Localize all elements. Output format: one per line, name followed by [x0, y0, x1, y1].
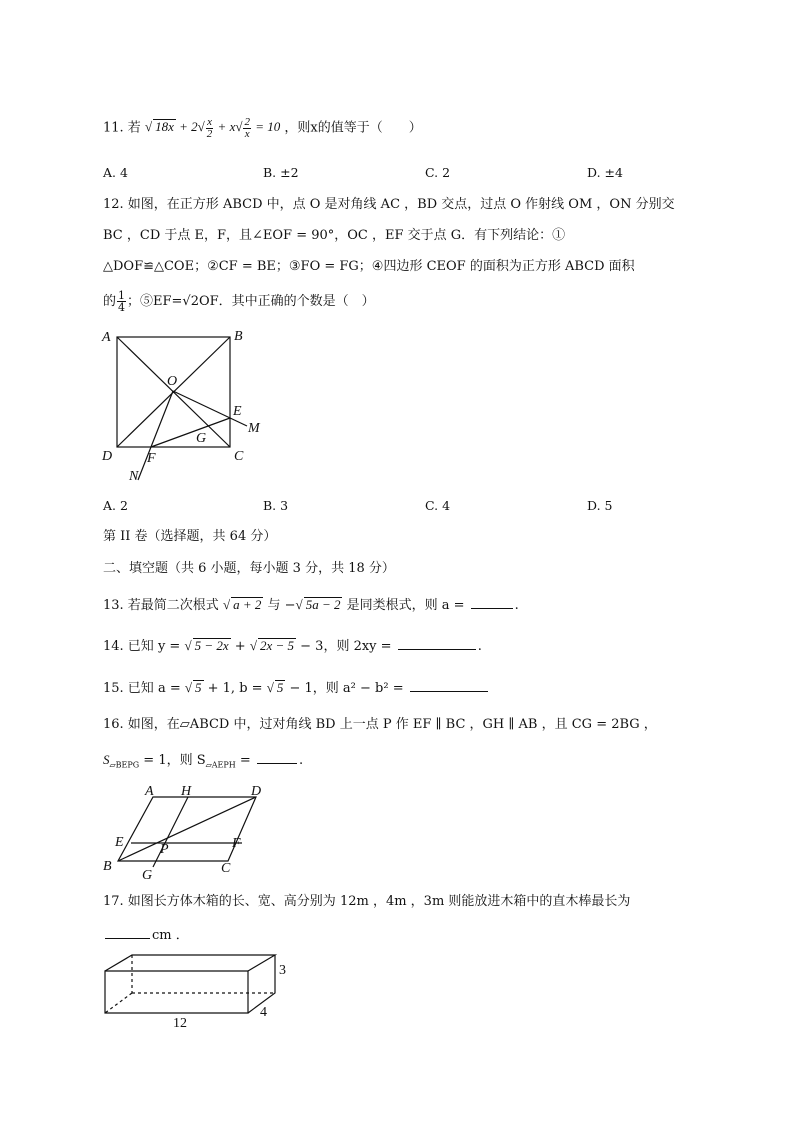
q14-tail: − 3，则 2xy = — [300, 639, 392, 654]
hidden-edge-depth — [105, 993, 132, 1013]
q13-radicand-1: a + 2 — [233, 597, 262, 612]
label-height: 3 — [279, 963, 286, 978]
q12-frac-num: 1 — [118, 289, 126, 302]
label-d: D — [251, 784, 262, 799]
box-top-face — [105, 955, 275, 971]
q15-radicand-1: 5 — [195, 680, 202, 695]
q12-line4-post: ；⑤EF=√2OF．其中正确的个数是（ ） — [127, 294, 375, 309]
q14-answer-blank — [398, 637, 476, 650]
label-b: B — [103, 859, 112, 874]
q13-stem: 13. 若最简二次根式 √ a + 2 与 −√ 5a − 2 是同类根式，则 a = . — [103, 597, 519, 613]
q17-unit: cm ． — [152, 928, 189, 943]
q11-suffix: ，则x的值等于（ ） — [284, 120, 422, 136]
segment-gh — [153, 797, 188, 867]
q16-answer-blank — [257, 751, 297, 764]
q13-suffix: 是同类根式，则 a = — [346, 598, 465, 613]
q14-radicand-1: 5 − 2x — [194, 638, 229, 653]
box-front-face — [105, 971, 248, 1013]
q12-line1: 12. 如图，在正方形 ABCD 中，点 O 是对角线 AC ，BD 交点，过点 O 作射线 OM ，ON 分别交 — [103, 197, 675, 212]
q14-plus: + — [234, 639, 246, 654]
q11-stem — [103, 117, 422, 140]
q16-line1: 16. 如图，在▱ABCD 中，过对角线 BD 上一点 P 作 EF ∥ BC ，GH ∥ AB ，且 CG = 2BG ， — [103, 717, 657, 732]
q15-mid: + 1, b = — [207, 681, 263, 696]
label-h: H — [181, 784, 192, 799]
q13-answer-blank — [471, 596, 513, 609]
q15-prefix: 15. 已知 a = — [103, 681, 181, 696]
label-o: O — [167, 374, 178, 389]
label-c: C — [234, 449, 244, 464]
segment-ef — [151, 418, 230, 447]
label-m: M — [248, 421, 260, 436]
q11-option-b: B. ±2 — [263, 165, 299, 180]
label-a: A — [145, 784, 154, 799]
label-c: C — [221, 861, 231, 876]
q14-radicand-2: 2x − 5 — [259, 638, 295, 653]
q13-end: . — [514, 598, 519, 613]
q11-option-c: C. 2 — [425, 165, 451, 180]
q14-stem: 14. 已知 y = √ 5 − 2x + √ 2x − 5 − 3，则 2xy = . — [103, 638, 482, 654]
q17-box-figure — [95, 950, 310, 1035]
q12-frac-den: 4 — [118, 301, 126, 314]
q12-square-figure — [95, 322, 275, 487]
q11-option-a: A. 4 — [103, 165, 128, 180]
q15-answer-blank — [410, 679, 488, 692]
q16-eq: = — [235, 753, 251, 768]
label-f: F — [147, 451, 156, 466]
q16-parallelogram-figure — [98, 782, 278, 882]
q17-answer-blank — [105, 926, 150, 939]
q17-line2 — [103, 926, 189, 945]
label-length: 12 — [173, 1016, 187, 1031]
q15-tail: − 1，则 a² − b² = — [289, 681, 404, 696]
q12-line2: BC ，CD 于点 E，F，且∠EOF = 90°，OC ，EF 交于点 G．有下列结论：① — [103, 228, 566, 243]
section-2-title: 第 II 卷（选择题，共 64 分） — [103, 529, 277, 544]
label-f: F — [232, 836, 241, 851]
label-a: A — [102, 330, 111, 345]
label-d: D — [102, 449, 113, 464]
q12-fraction — [117, 290, 126, 313]
label-g: G — [196, 431, 207, 446]
label-e: E — [233, 404, 242, 419]
q14-end: . — [477, 639, 482, 654]
q11-option-d: D. ±4 — [587, 165, 623, 180]
q16-s1: S — [103, 752, 110, 767]
q12-option-a: A. 2 — [103, 498, 128, 513]
q11-prefix: 11. 若 — [103, 120, 141, 136]
q16-line2 — [103, 751, 303, 775]
q16-s2-sub: ▱AEPH — [205, 760, 236, 770]
q16-s1-sub: ▱BEPG — [109, 760, 140, 770]
ray-on — [138, 391, 173, 480]
q13-mid: 与 − — [267, 598, 296, 613]
q11-equation: √ 18x + 2√ $\frac{x}{2}$ + x√ $\frac{2}{x}$ = 10 — [144, 116, 281, 140]
label-p: P — [160, 842, 169, 857]
diagonal-bd — [118, 797, 256, 861]
label-e: E — [115, 835, 124, 850]
q12-option-b: B. 3 — [263, 498, 289, 513]
q16-mid: = 1，则 S — [139, 753, 206, 768]
q12-line4-pre: 的 — [103, 294, 117, 309]
q13-radicand-2: 5a − 2 — [305, 597, 341, 612]
q17-line1: 17. 如图长方体木箱的长、宽、高分别为 12m ，4m ，3m 则能放进木箱中的直木棒最长为 — [103, 894, 631, 909]
label-g: G — [142, 868, 153, 882]
label-width: 4 — [260, 1005, 267, 1020]
q15-radicand-2: 5 — [276, 680, 284, 695]
q12-line3: △DOF≌△COE；②CF = BE；③FO = FG；④四边形 CEOF 的面积为正方形 ABCD 面积 — [103, 259, 635, 274]
q12-line4 — [103, 290, 375, 313]
q12-option-c: C. 4 — [425, 498, 451, 513]
q12-option-d: D. 5 — [587, 498, 613, 513]
q16-end: . — [298, 753, 304, 768]
q14-prefix: 14. 已知 y = — [103, 639, 181, 654]
label-n: N — [129, 469, 139, 484]
q13-prefix: 13. 若最简二次根式 — [103, 598, 219, 613]
label-b: B — [234, 329, 243, 344]
part-2-title: 二、填空题（共 6 小题，每小题 3 分，共 18 分） — [103, 561, 395, 576]
q15-stem: 15. 已知 a = √ 5 + 1, b = √ 5 − 1，则 a² − b² = — [103, 679, 490, 698]
